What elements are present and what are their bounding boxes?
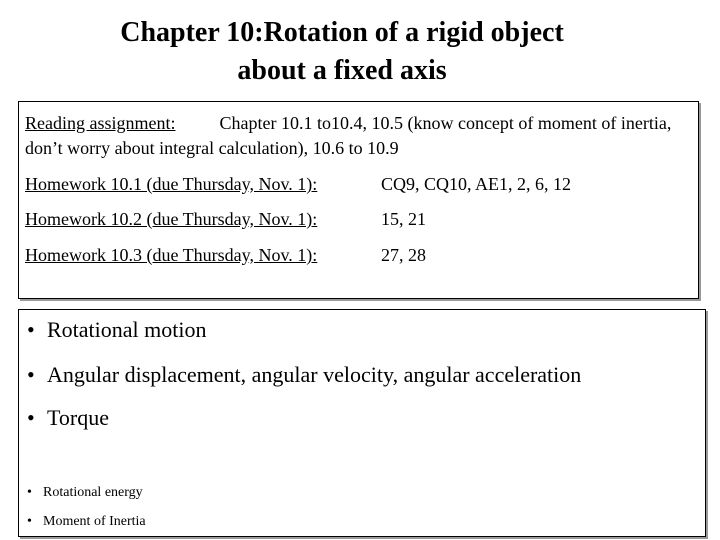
topic-item: [27, 484, 143, 502]
slide-title-line-2: about a fixed axis: [237, 55, 447, 86]
homework-label: Homework 10.3 (due Thursday, Nov. 1):: [25, 245, 318, 265]
slide-title: [0, 14, 684, 90]
bullet-icon: •: [27, 362, 35, 387]
assignment-box: [18, 101, 699, 299]
topic-label: Rotational motion: [47, 317, 207, 342]
topic-item: [27, 316, 207, 344]
topic-label: Moment of Inertia: [43, 514, 146, 529]
homework-label: Homework 10.2 (due Thursday, Nov. 1):: [25, 209, 318, 229]
slide-title-line-1: Chapter 10:Rotation of a rigid object: [120, 17, 564, 48]
homework-problems: CQ9, CQ10, AE1, 2, 6, 12: [381, 174, 572, 194]
bullet-icon: •: [27, 485, 32, 500]
homework-label: Homework 10.1 (due Thursday, Nov. 1):: [25, 174, 318, 194]
topics-box: [18, 309, 706, 537]
topic-label: Angular displacement, angular velocity, angular acceleration: [47, 362, 582, 387]
topic-item: [27, 513, 146, 531]
reading-assignment-text: Chapter 10.1 to10.4, 10.5 (know concept of moment of inertia, don’t worry about integral calculation), 10.6 to 10.9: [25, 113, 672, 158]
topic-label: Torque: [47, 405, 109, 430]
homework-problems: 15, 21: [381, 209, 426, 229]
bullet-icon: •: [27, 514, 32, 529]
bullet-icon: •: [27, 405, 35, 430]
homework-row: [25, 243, 426, 267]
reading-assignment-label: Reading assignment:: [25, 113, 176, 133]
topic-item: [27, 361, 581, 389]
bullet-icon: •: [27, 317, 35, 342]
homework-problems: 27, 28: [381, 245, 426, 265]
homework-row: [25, 207, 426, 231]
topic-item: [27, 404, 109, 432]
topic-label: Rotational energy: [43, 485, 143, 500]
homework-row: [25, 172, 571, 196]
reading-assignment: [25, 111, 695, 161]
